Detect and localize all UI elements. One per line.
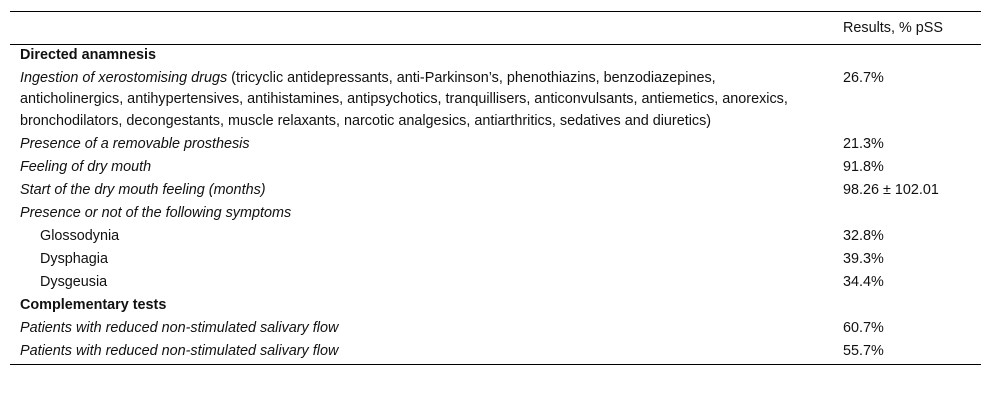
row-value: 32.8% [843, 227, 884, 244]
row-label-detail: (tricyclic antidepressants, anti-Parkinson’s, phenothiazins, benzodiazepines, anticholinergics, antihypertensives, antihistamines, antipsychotics, tranquillisers, anticonvulsants, antiemetics, anorexics, bronchodilators, decongestants, muscle relaxants, narcotic analgesics, antiarthritics, sedatives and diuretics) [20, 70, 788, 129]
row-value [833, 203, 981, 226]
row-label [10, 68, 833, 134]
row-value: 98.26 ± 102.01 [843, 181, 939, 198]
symptom-label: Dysphagia [40, 250, 108, 267]
section-title: Complementary tests [20, 296, 167, 313]
row-value: 91.8% [843, 158, 884, 175]
row-value: 34.4% [843, 273, 884, 290]
row-value: 60.7% [843, 319, 884, 336]
symptom-label: Dysgeusia [40, 273, 108, 290]
row-value: 21.3% [843, 135, 884, 152]
section-title: Directed anamnesis [20, 47, 156, 63]
table-row-symptom [10, 249, 981, 272]
table-row [10, 341, 981, 365]
row-value: 55.7% [833, 341, 981, 365]
table-row-symptom [10, 272, 981, 295]
header-results-cell: Results, % pSS [833, 12, 981, 45]
results-table-container [10, 11, 981, 365]
row-label: Presence or not of the following symptoms [20, 204, 292, 221]
section-row-directed-anamnesis [10, 45, 981, 69]
row-value: 39.3% [843, 250, 884, 267]
table-row [10, 134, 981, 157]
row-label: Start of the dry mouth feeling (months) [20, 181, 266, 198]
row-label: Patients with reduced non-stimulated salivary flow [20, 319, 339, 336]
row-label: Feeling of dry mouth [20, 158, 152, 175]
row-label: Presence of a removable prosthesis [20, 135, 250, 152]
symptom-label: Glossodynia [40, 227, 120, 244]
table-row [10, 157, 981, 180]
table-row [10, 68, 981, 134]
table-header-row [10, 12, 981, 45]
table-row [10, 318, 981, 341]
row-label: Patients with reduced non-stimulated salivary flow [10, 341, 833, 365]
table-row-symptom [10, 226, 981, 249]
row-value: 26.7% [843, 70, 884, 86]
section-row-complementary-tests [10, 295, 981, 318]
table-row [10, 180, 981, 203]
row-label-italic: Ingestion of xerostomising drugs [20, 70, 228, 86]
results-table [10, 11, 981, 365]
header-empty-cell [10, 12, 833, 45]
table-row [10, 203, 981, 226]
